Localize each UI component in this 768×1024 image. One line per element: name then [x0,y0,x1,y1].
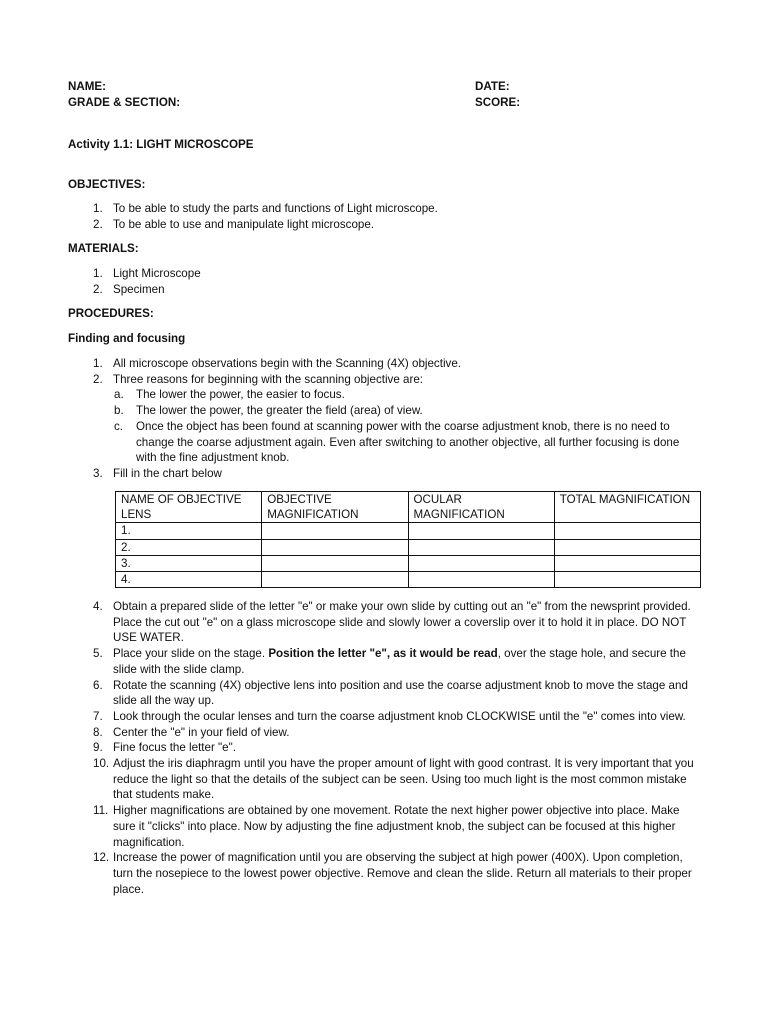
objective-cell[interactable] [262,539,408,555]
list-item: 2. Specimen [93,282,165,296]
table-header-row [116,492,701,523]
list-item: b. The lower the power, the greater the field (area) of view. [114,404,423,418]
list-item: 2. Three reasons for beginning with the scanning objective are: [93,372,423,386]
objective-cell[interactable] [262,555,408,571]
list-item: 9. Fine focus the letter "e". [93,741,236,755]
list-item: 7. Look through the ocular lenses and turn the coarse adjustment knob CLOCKWISE until the "e" comes into view. [93,709,686,723]
materials-heading: MATERIALS: [68,242,139,255]
column-header: OBJECTIVE MAGNIFICATION [262,492,408,523]
row-number: 4. [116,572,262,588]
column-header: NAME OF OBJECTIVE LENS [116,492,262,523]
row-number: 1. [116,523,262,539]
procedures-heading: PROCEDURES: [68,307,154,320]
ocular-cell[interactable] [408,572,554,588]
ocular-cell[interactable] [408,523,554,539]
score-label: SCORE: [475,95,521,109]
list-item: a. The lower the power, the easier to focus. [114,388,345,402]
list-item: 1. To be able to study the parts and functions of Light microscope. [93,202,438,215]
list-item: 11. Higher magnifications are obtained by one movement. Rotate the next higher power objective into place. Make sure it "clicks" into place. Now by adjusting the fine adjustment knob, the subject can be focused at this higher magnification. [93,804,680,849]
date-label: DATE: [475,80,510,93]
finding-focusing-heading: Finding and focusing [68,332,186,345]
objective-cell[interactable] [262,572,408,588]
list-item: 4. Obtain a prepared slide of the letter "e" or make your own slide by cutting out an "e" from the newsprint provided. Place the cut out "e" on a glass microscope slide and slowly lower a coverslip over it to hold it in place. DO NOT USE WATER. [93,600,691,645]
grade-section-label: GRADE & SECTION: [68,95,181,109]
student-info [68,79,180,110]
list-item: 2. To be able to use and manipulate light microscope. [93,217,375,231]
table-row [116,572,701,588]
procedures-list-part2 [68,599,702,897]
row-number: 2. [116,539,262,555]
objective-cell[interactable] [262,523,408,539]
activity-title: Activity 1.1: LIGHT MICROSCOPE [68,138,254,151]
objectives-list [68,201,702,232]
name-label: NAME: [68,80,106,93]
total-cell[interactable] [554,523,700,539]
table-row [116,539,701,555]
list-item: 10. Adjust the iris diaphragm until you have the proper amount of light with good contrast. It is very important that you reduce the light so that the details of the subject can be seen. Using too much light is the most common mistake that students make. [93,757,694,802]
list-item: 1. All microscope observations begin with the Scanning (4X) objective. [93,357,461,370]
list-item: 6. Rotate the scanning (4X) objective lens into position and use the coarse adjustment knob to move the stage and slide all the way up. [93,678,688,708]
list-item: c. Once the object has been found at scanning power with the coarse adjustment knob, there is no need to change the coarse adjustment again. Even after switching to another objective, all further focusing is done with the fine adjustment knob. [114,419,680,465]
list-item: 12. Increase the power of magnification until you are observing the subject at high power (400X). Upon completion, turn the nosepiece to the lowest power objective. Remove and clean the slide. Return all materials to their proper place. [93,851,692,896]
table-row [116,555,701,571]
list-item: 5. Place your slide on the stage. Position the letter "e", as it would be read, over the stage hole, and secure the slide with the slide clamp. [93,647,686,676]
row-number: 3. [116,555,262,571]
total-cell[interactable] [554,572,700,588]
column-header: OCULAR MAGNIFICATION [408,492,554,523]
total-cell[interactable] [554,555,700,571]
list-item: 3. Fill in the chart below [93,466,222,480]
table-row [116,523,701,539]
date-score-info [475,79,520,110]
procedures-list-part1 [68,356,702,482]
materials-list [68,266,702,297]
total-cell[interactable] [554,539,700,555]
ocular-cell[interactable] [408,539,554,555]
ocular-cell[interactable] [408,555,554,571]
objectives-heading: OBJECTIVES: [68,178,146,191]
list-item: 8. Center the "e" in your field of view. [93,725,290,739]
column-header: TOTAL MAGNIFICATION [554,492,700,523]
magnification-chart [115,491,701,588]
list-item: 1. Light Microscope [93,267,201,280]
